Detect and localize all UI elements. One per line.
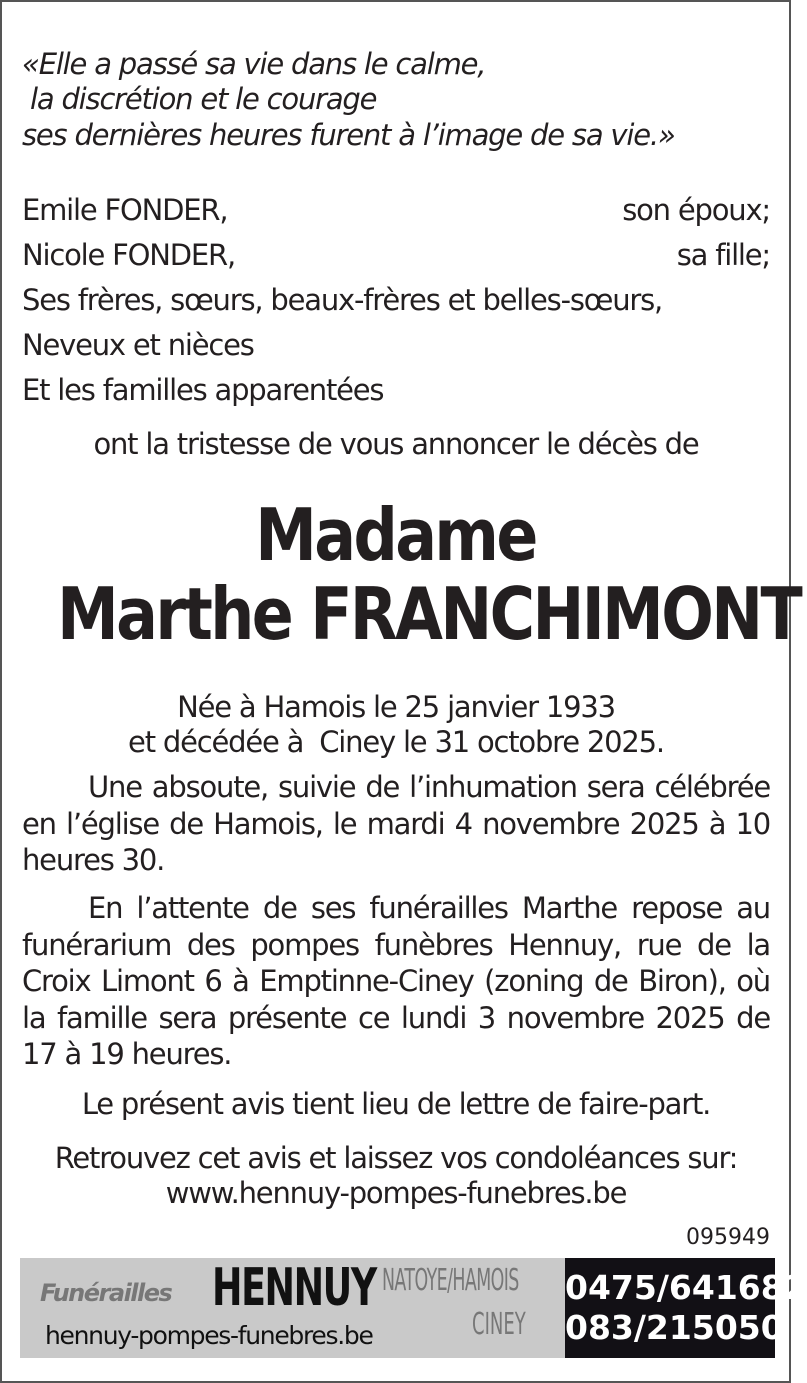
quote-line-1: «Elle a passé sa vie dans le calme, <box>22 47 486 81</box>
banner-url[interactable]: hennuy-pompes-funebres.be <box>45 1321 373 1350</box>
website-link[interactable]: www.hennuy-pompes-funebres.be <box>165 1176 627 1210</box>
banner-locations: NATOYE/HAMOIS <box>382 1263 519 1298</box>
announcement: ont la tristesse de vous annoncer le décès de <box>93 427 699 461</box>
birth-info: Née à Hamois le 25 janvier 1933 <box>177 690 615 724</box>
family-name: Nicole FONDER, <box>22 238 235 272</box>
family-row: Ses frères, sœurs, beaux-frères et belles-sœurs, <box>22 283 663 317</box>
family-row <box>22 237 770 273</box>
family-row: Et les familles apparentées <box>22 373 384 407</box>
death-info: et décédée à Ciney le 31 octobre 2025. <box>128 725 664 759</box>
family-relation: son époux; <box>622 193 770 227</box>
ceremony-text: Une absoute, suivie de l’inhumation sera célébrée en l’église de Hamois, le mardi 4 novembre 2025 à 10 heures 30. <box>22 770 770 877</box>
phone-1[interactable]: 0475/641682 <box>565 1268 807 1307</box>
visitation-text: En l’attente de ses funérailles Marthe repose au funérarium des pompes funèbres Hennuy, rue de la Croix Limont 6 à Emptinne-Ciney (zoning de Biron), où la famille sera présente ce lundi 3 novembre 2025 de 17 à 19 heures. <box>22 891 770 1071</box>
condolences-text: Retrouvez cet avis et laissez vos condoléances sur: <box>54 1141 738 1175</box>
deceased-title: Madame <box>255 493 536 577</box>
notice-text: Le présent avis tient lieu de lettre de faire-part. <box>81 1087 711 1121</box>
family-row <box>22 192 770 228</box>
phone-2[interactable]: 083/215050 <box>565 1308 784 1347</box>
quote-line-2: la discrétion et le courage <box>22 82 377 116</box>
banner-location-ciney: CINEY <box>472 1307 526 1342</box>
ceremony-paragraph <box>22 769 770 879</box>
banner-prefix: Funérailles <box>40 1279 172 1307</box>
family-relation: sa fille; <box>676 238 770 272</box>
family-row: Neveux et nièces <box>22 328 254 362</box>
visitation-paragraph <box>22 890 770 1073</box>
funeral-home-banner <box>20 1258 807 1358</box>
banner-brand-logo: HENNUY <box>212 1258 376 1318</box>
family-name: Emile FONDER, <box>22 193 228 227</box>
phone-numbers <box>565 1258 807 1358</box>
deceased-name: Marthe FRANCHIMONT <box>57 572 801 656</box>
reference-number: 095949 <box>686 1225 770 1250</box>
quote-line-3: ses dernières heures furent à l’image de sa vie.» <box>22 118 675 152</box>
